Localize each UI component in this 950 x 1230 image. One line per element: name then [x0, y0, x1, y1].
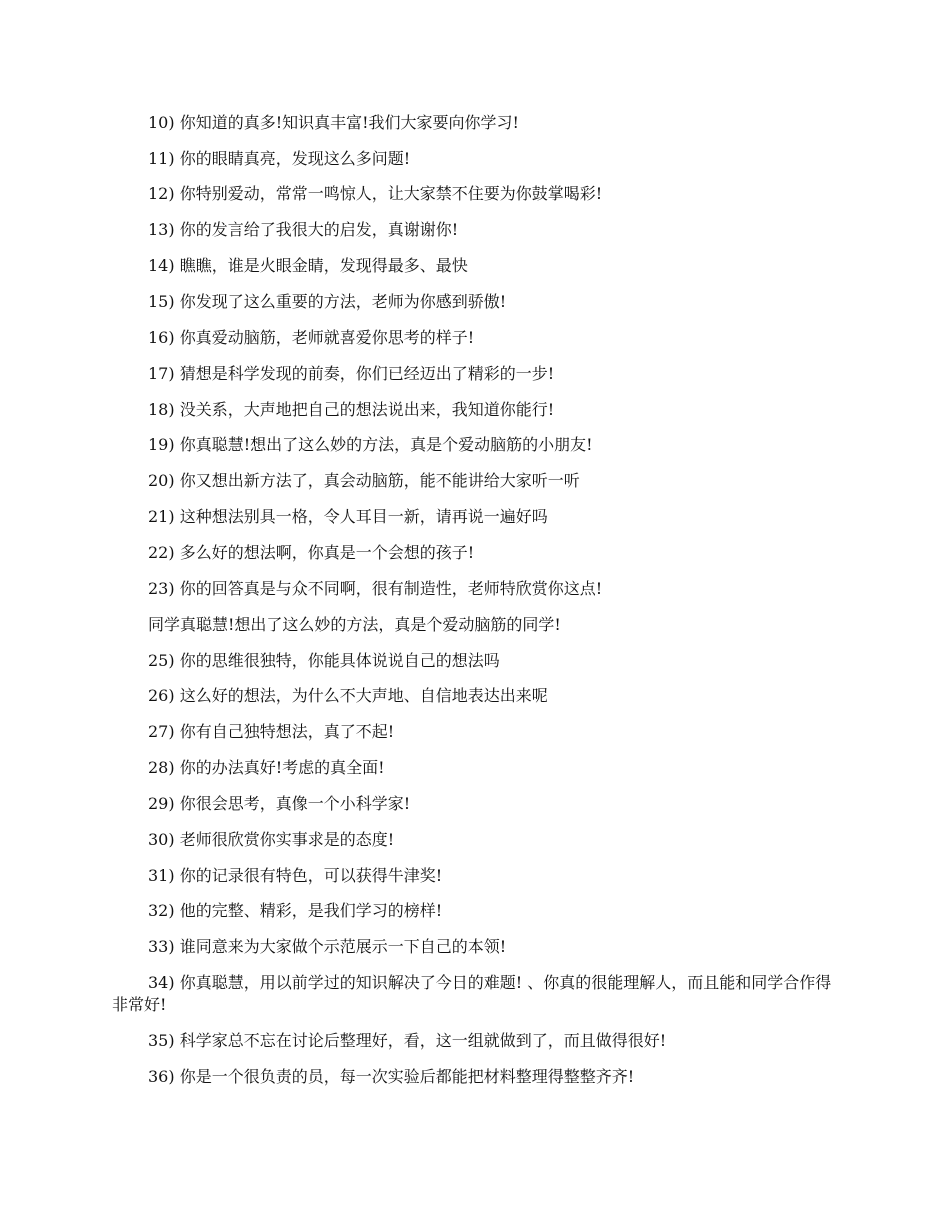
list-item: 26) 这么好的想法，为什么不大声地、自信地表达出来呢 — [148, 686, 548, 705]
list-item: 35) 科学家总不忘在讨论后整理好，看，这一组就做到了，而且做得很好! — [148, 1031, 667, 1050]
list-item: 20) 你又想出新方法了，真会动脑筋，能不能讲给大家听一听 — [148, 471, 580, 490]
list-item: 34) 你真聪慧，用以前学过的知识解决了今日的难题! 、你真的很能理解人，而且能和同学合作得非常好! — [112, 973, 832, 1014]
list-item: 17) 猜想是科学发现的前奏，你们已经迈出了精彩的一步! — [148, 364, 555, 383]
list-item: 18) 没关系，大声地把自己的想法说出来，我知道你能行! — [148, 400, 555, 419]
list-item: 同学真聪慧!想出了这么妙的方法，真是个爱动脑筋的同学! — [148, 615, 561, 634]
list-item: 32) 他的完整、精彩，是我们学习的榜样! — [148, 901, 443, 920]
list-item: 31) 你的记录很有特色，可以获得牛津奖! — [148, 866, 443, 885]
list-item: 10) 你知道的真多!知识真丰富!我们大家要向你学习! — [148, 113, 519, 132]
list-item: 21) 这种想法别具一格，令人耳目一新，请再说一遍好吗 — [148, 507, 548, 526]
list-item: 33) 谁同意来为大家做个示范展示一下自己的本领! — [148, 937, 507, 956]
list-item: 11) 你的眼睛真亮，发现这么多问题! — [148, 149, 411, 168]
list-item: 23) 你的回答真是与众不同啊，很有制造性，老师特欣赏你这点! — [148, 579, 603, 598]
list-item: 22) 多么好的想法啊，你真是一个会想的孩子! — [148, 543, 475, 562]
list-item: 27) 你有自己独特想法，真了不起! — [148, 722, 395, 741]
list-item: 25) 你的思维很独特，你能具体说说自己的想法吗 — [148, 651, 500, 670]
list-item: 30) 老师很欣赏你实事求是的态度! — [148, 830, 395, 849]
list-item: 29) 你很会思考，真像一个小科学家! — [148, 794, 411, 813]
list-item: 36) 你是一个很负责的员，每一次实验后都能把材料整理得整整齐齐! — [148, 1067, 635, 1086]
list-item: 15) 你发现了这么重要的方法，老师为你感到骄傲! — [148, 292, 507, 311]
list-item: 13) 你的发言给了我很大的启发，真谢谢你! — [148, 220, 459, 239]
list-item: 16) 你真爱动脑筋，老师就喜爱你思考的样子! — [148, 328, 475, 347]
list-item: 19) 你真聪慧!想出了这么妙的方法，真是个爱动脑筋的小朋友! — [148, 435, 593, 454]
list-item: 28) 你的办法真好!考虑的真全面! — [148, 758, 385, 777]
list-item: 12) 你特别爱动，常常一鸣惊人，让大家禁不住要为你鼓掌喝彩! — [148, 184, 603, 203]
list-item: 14) 瞧瞧，谁是火眼金睛，发现得最多、最快 — [148, 256, 468, 275]
